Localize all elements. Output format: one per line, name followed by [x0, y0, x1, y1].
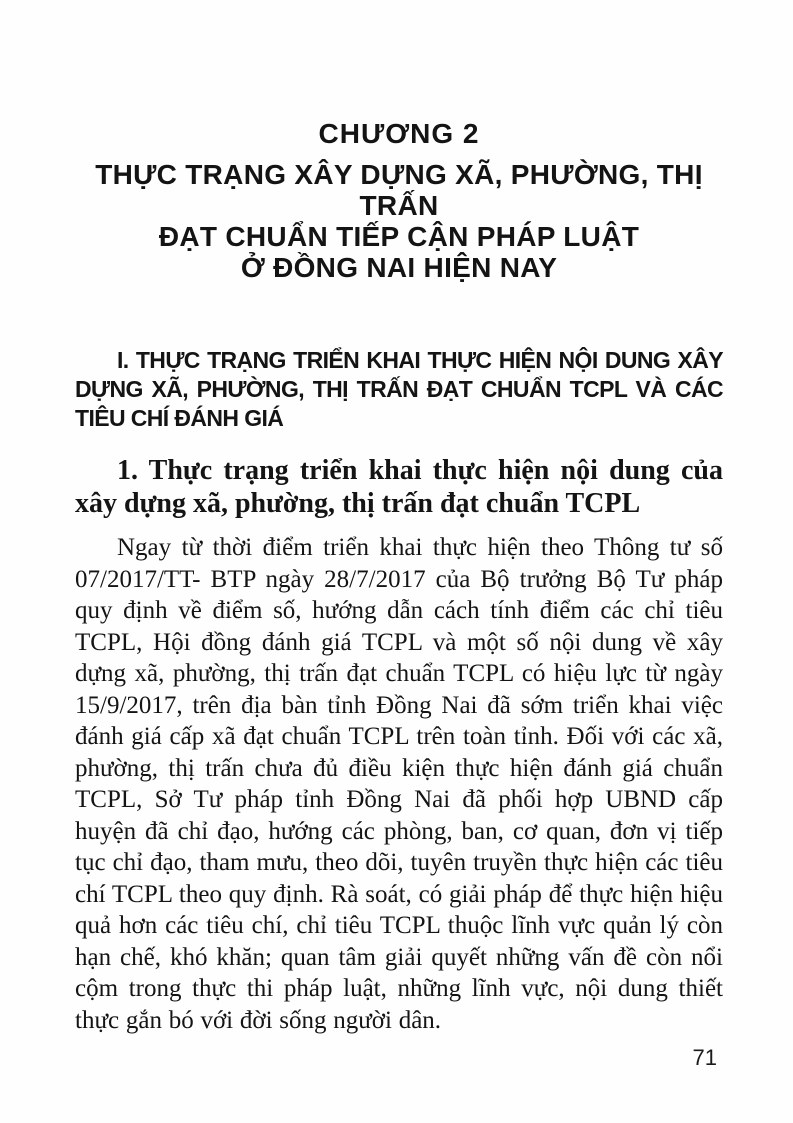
chapter-title-line-2: ĐẠT CHUẨN TIẾP CẬN PHÁP LUẬT — [158, 221, 640, 252]
body-paragraph: Ngay từ thời điểm triển khai thực hiện theo Thông tư số 07/2017/TT- BTP ngày 28/7/2017 của Bộ trưởng Bộ Tư pháp quy định về điểm số, hướng dẫn cách tính điểm các chỉ tiêu TCPL, Hội đồng đánh giá TCPL và một số nội dung về xây dựng xã, phường, thị trấn đạt chuẩn TCPL có hiệu lực từ ngày 15/9/2017, trên địa bàn tỉnh Đồng Nai đã sớm triển khai việc đánh giá cấp xã đạt chuẩn TCPL trên toàn tỉnh. Đối với các xã, phường, thị trấn chưa đủ điều kiện thực hiện đánh giá chuẩn TCPL, Sở Tư pháp tỉnh Đồng Nai đã phối hợp UBND cấp huyện đã chỉ đạo, hướng các phòng, ban, cơ quan, đơn vị tiếp tục chỉ đạo, tham mưu, theo dõi, tuyên truyền thực hiện các tiêu chí TCPL theo quy định. Rà soát, có giải pháp để thực hiện hiệu quả hơn các tiêu chí, chỉ tiêu TCPL thuộc lĩnh vực quản lý còn hạn chế, khó khăn; quan tâm giải quyết những vấn đề còn nổi cộm trong thực thi pháp luật, những lĩnh vực, nội dung thiết thực gắn bó với đời sống người dân. — [75, 534, 723, 1034]
chapter-title-line-1: THỰC TRẠNG XÂY DỰNG XÃ, PHƯỜNG, THỊ TRẤN — [95, 159, 703, 221]
section-heading: I. THỰC TRẠNG TRIỂN KHAI THỰC HIỆN NỘI DUNG XÂY DỰNG XÃ, PHƯỜNG, THỊ TRẤN ĐẠT CHUẨN TCPL VÀ CÁC TIÊU CHÍ ĐÁNH GIÁ — [75, 347, 723, 431]
subsection-heading: 1. Thực trạng triển khai thực hiện nội dung của xây dựng xã, phường, thị trấn đạt chuẩn TCPL — [75, 455, 723, 519]
page-content — [75, 0, 723, 1036]
chapter-title — [75, 159, 723, 283]
chapter-title-line-3: Ở ĐỒNG NAI HIỆN NAY — [240, 252, 558, 283]
chapter-label: CHƯƠNG 2 — [318, 118, 480, 149]
page-number: 71 — [692, 1045, 717, 1070]
